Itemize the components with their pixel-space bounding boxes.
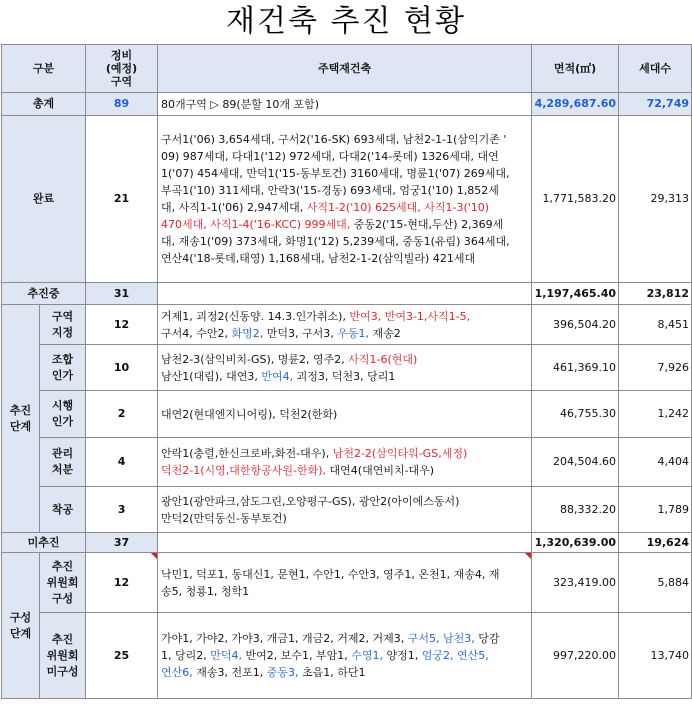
total-row [2,93,692,116]
text-line [161,131,528,148]
text-segment: 사직1-6(현대) [348,352,418,366]
in-progress-group-label [2,305,40,533]
stage-zones: 10 [86,345,158,391]
stage-label-line1: 조합 [51,352,74,366]
text-line [161,182,528,199]
text-line [161,493,528,510]
text-segment: 대, 사직1-1('06) 2,947세대, [161,201,307,214]
not-started-households: 19,624 [619,533,692,553]
stage-projects [158,391,532,438]
committee-label [40,613,86,699]
text-segment: 만덕4, [210,649,243,662]
committee-label-line2: 위원회 [46,648,79,662]
text-segment: 만덕2(만덕동신-동부토건) [161,511,287,525]
text-line [161,351,528,368]
header-category: 구분 [2,45,86,93]
stage-label [40,438,86,487]
not-started-label: 미추진 [2,533,86,553]
text-line [161,664,528,681]
stage-label-line1: 구역 [51,309,74,323]
header-row [2,45,692,93]
header-area: 면적(㎡) [532,45,619,93]
committee-projects [158,553,532,613]
text-segment: 남산1(대림), 대연3, [161,369,262,383]
stage-label-line2: 지정 [51,325,74,339]
committee-label-line1: 추진 [51,559,74,573]
text-segment: 낙민1, 덕포1, 동대신1, 문현1, 수안1, 수안3, 영주1, 온천1, 재송4, 재 [161,567,500,581]
stage-households: 1,242 [619,391,692,438]
committee-label-line3: 미구성 [46,664,79,678]
text-segment: 수영1, [351,649,383,662]
total-area: 4,289,687.60 [532,93,619,116]
stage-zones: 12 [86,305,158,345]
completed-projects [158,116,532,283]
in-progress-blank [158,283,532,305]
stage-row [2,305,692,345]
not-started-area: 1,320,639.00 [532,533,619,553]
not-started-group-line2: 단계 [9,626,32,640]
stage-row [2,345,692,391]
text-segment: 구서1('06) 3,654세대, 구서2('16-SK) 693세대, 남천2-1-1(삼익기존 ' [161,133,507,146]
stage-projects [158,345,532,391]
stage-zones: 3 [86,487,158,533]
text-segment: 안락1(충렬,한신크로바,화전-대우), [161,447,333,460]
committee-label [40,553,86,613]
text-line [161,250,528,267]
stage-projects [158,487,532,533]
header-zones-line2: (예정) [105,62,138,75]
text-segment: 가야1, 가야2, 가야3, 개금1, 개금2, 거제2, 거제3, [161,632,408,645]
committee-households: 13,740 [619,613,692,699]
completed-label: 완료 [2,116,86,283]
text-segment: 덕천2-1(시영,대한항공사원-한화), [161,464,327,477]
stage-row [2,438,692,487]
completed-households: 29,313 [619,116,692,283]
text-segment: 재송3, 전포1, [192,666,267,679]
stage-households: 1,789 [619,487,692,533]
stage-projects [158,438,532,487]
stage-area: 88,332.20 [532,487,619,533]
stage-households: 4,404 [619,438,692,487]
text-line [161,199,528,216]
not-started-zones: 37 [86,533,158,553]
header-households: 세대수 [619,45,692,93]
text-segment: 09) 987세대, 다대1('12) 972세대, 다대2('14-롯데) 1326세대, 대연 [161,150,499,163]
text-segment: 거제1, 괴정2(신동양. 14.3.인가취소), [161,309,350,323]
in-progress-households: 23,812 [619,283,692,305]
completed-area: 1,771,583.20 [532,116,619,283]
stage-label-line1: 관리 [51,447,74,460]
text-segment: 연산6, [161,666,193,679]
text-line [161,368,528,385]
stage-row [2,391,692,438]
text-segment: 1, 당리2, [161,649,211,662]
committee-label-line3: 구성 [51,591,74,605]
text-segment: 엄궁2, 연산5, [421,649,489,662]
stage-row [2,487,692,533]
text-line [161,445,528,462]
text-segment: 남천2-3(삼익비치-GS), 명륜2, 영주2, [161,352,349,366]
text-segment: 구서5, 남천3, [407,632,475,645]
stage-label-line2: 처분 [51,463,74,476]
stage-label [40,487,86,533]
committee-zones: 12 [86,553,158,613]
text-segment: 만덕3, 구서3, [263,326,338,340]
text-line [161,233,528,250]
text-segment: 반여2, 보수1, 부암1, [242,649,352,662]
text-line [161,308,528,325]
in-progress-group-line2: 단계 [9,419,32,433]
text-segment: 초읍1, 하단1 [298,666,366,679]
stage-label-line2: 인가 [51,415,74,428]
text-segment: 대연4(대연비치-대우) [326,464,435,477]
stage-label-line1: 착공 [51,502,74,516]
text-line [161,165,528,182]
text-segment: 연산4('18-롯데,태영) 1,168세대, 남천2-1-2(삼익빌라) 421세대 [161,252,476,265]
stage-area: 461,369.10 [532,345,619,391]
text-segment: 1('07) 454세대, 만덕1('15-동부토건) 3160세대, 명륜1('07) 269세대, [161,167,510,180]
stage-area: 396,504.20 [532,305,619,345]
total-zones: 89 [86,93,158,116]
header-projects: 주택재건축 [158,45,532,93]
page-title: 재건축 추진 현황 [226,4,466,39]
in-progress-label: 추진중 [2,283,86,305]
text-segment: 반여4, [261,369,294,383]
text-line [161,462,528,479]
text-segment: 중동3, [266,666,299,679]
text-segment: 반여3, 반여3-1,사직1-5, [349,309,471,323]
text-line [161,566,528,583]
text-segment: 괴정3, 덕천3, 당리1 [293,369,396,383]
total-desc: 80개구역 ▷ 89(분할 10개 포함) [158,93,532,116]
text-segment: 사직1-2('10) 625세대, 사직1-3('10) [306,201,490,214]
stage-households: 7,926 [619,345,692,391]
header-zones-line3: 구역 [110,75,133,88]
committee-zones: 25 [86,613,158,699]
text-line [161,630,528,647]
committee-label-line2: 위원회 [46,575,79,589]
header-zones [86,45,158,93]
stage-area: 46,755.30 [532,391,619,438]
text-line [161,583,528,600]
text-segment: 화명2, [231,326,264,340]
text-segment: 당감 [474,632,500,645]
stage-label-line1: 시행 [51,399,74,412]
text-line [161,510,528,527]
committee-area: 323,419.00 [532,553,619,613]
stage-area: 204,504.60 [532,438,619,487]
text-line [161,406,528,423]
stage-label [40,391,86,438]
stage-label-line2: 인가 [51,368,74,382]
committee-row [2,613,692,699]
committee-households: 5,884 [619,553,692,613]
total-households: 72,749 [619,93,692,116]
not-started-row [2,533,692,553]
committee-area: 997,220.00 [532,613,619,699]
completed-zones: 21 [86,116,158,283]
text-segment: 광안1(광안파크,삼도그린,오양평구-GS), 광안2(아이에스동서) [161,494,460,508]
text-segment: 중동2('15-현대,두산) 2,369세 [350,218,504,231]
redevelopment-status-table [1,44,692,699]
stage-label [40,305,86,345]
text-segment: 대연2(현대엔지니어링), 덕천2(한화) [161,407,338,421]
stage-projects [158,305,532,345]
stage-label [40,345,86,391]
text-line [161,325,528,342]
in-progress-zones: 31 [86,283,158,305]
text-segment: 재송2 [369,326,401,340]
in-progress-row [2,283,692,305]
text-line [161,647,528,664]
not-started-group-label [2,553,40,699]
completed-row [2,116,692,283]
committee-label-line1: 추진 [51,632,74,646]
header-zones-line1: 정비 [110,49,133,62]
text-segment: 송5, 청룡1, 청학1 [161,584,250,598]
text-segment: 양정1, [383,649,422,662]
text-segment: 구서4, 수안2, [161,326,232,340]
text-segment: 470세대, 사직1-4('16-KCC) 999세대, [161,218,351,231]
text-line [161,216,528,233]
stage-zones: 4 [86,438,158,487]
not-started-blank [158,533,532,553]
text-line [161,148,528,165]
not-started-group-line1: 구성 [9,610,32,624]
text-segment: 부곡1('10) 311세대, 안락3('15-경동) 693세대, 엄궁1('10) 1,852세 [161,184,499,197]
text-segment: 남천2-2(삼익타워-GS,세정) [332,447,468,460]
text-segment: 우동1, [337,326,369,340]
committee-projects [158,613,532,699]
committee-row [2,553,692,613]
in-progress-area: 1,197,465.40 [532,283,619,305]
total-label: 총계 [2,93,86,116]
stage-households: 8,451 [619,305,692,345]
stage-zones: 2 [86,391,158,438]
text-segment: 대, 재송1('09) 373세대, 화명1('12) 5,239세대, 중동1(유림) 364세대, [161,235,510,248]
in-progress-group-line1: 추진 [9,403,32,417]
